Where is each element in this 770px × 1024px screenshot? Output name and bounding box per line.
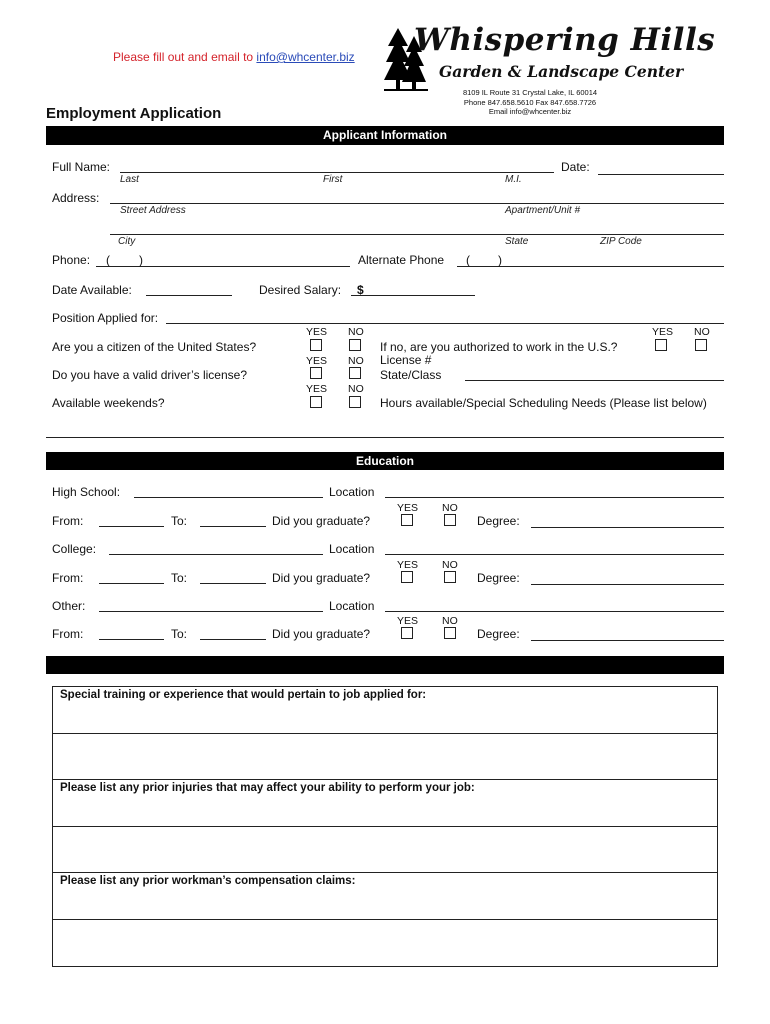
authorized-yes-checkbox[interactable] — [655, 339, 667, 351]
desired-salary-label: Desired Salary: — [259, 283, 342, 297]
city-state-zip-field[interactable] — [110, 234, 724, 235]
citizen-yes-checkbox[interactable] — [310, 339, 322, 351]
injuries-divider — [52, 779, 718, 780]
other-graduate-yes-checkbox[interactable] — [401, 627, 413, 639]
other-location-label: Location — [329, 599, 375, 613]
hs-degree-field[interactable] — [531, 527, 724, 528]
compensation-divider — [52, 872, 718, 873]
street-hint: Street Address — [120, 205, 186, 216]
position-label: Position Applied for: — [52, 311, 159, 325]
weekends-question: Available weekends? — [52, 396, 165, 410]
mi-hint: M.I. — [505, 174, 522, 185]
college-graduate-yes-checkbox[interactable] — [401, 571, 413, 583]
injuries-field-2[interactable] — [53, 827, 717, 872]
full-name-label: Full Name: — [52, 160, 111, 174]
phone-paren-open: ( — [106, 253, 110, 267]
state-class-label: State/Class — [380, 368, 442, 382]
high-school-label: High School: — [52, 485, 121, 499]
phone-paren-close: ) — [139, 253, 143, 267]
hs-from-field[interactable] — [99, 526, 164, 527]
college-degree-field[interactable] — [531, 584, 724, 585]
authorized-no-checkbox[interactable] — [695, 339, 707, 351]
license-no-checkbox[interactable] — [349, 367, 361, 379]
college-no-label: NO — [442, 559, 458, 571]
apt-hint: Apartment/Unit # — [505, 205, 581, 216]
company-email: Email info@whcenter.biz — [488, 107, 572, 116]
other-to-field[interactable] — [200, 639, 266, 640]
college-label: College: — [52, 542, 97, 556]
weekends-yes-checkbox[interactable] — [310, 396, 322, 408]
hs-graduate-yes-checkbox[interactable] — [401, 514, 413, 526]
company-logo — [384, 22, 716, 90]
training-field-1[interactable] — [53, 700, 717, 733]
state-hint: State — [505, 236, 529, 247]
alt-phone-paren-open: ( — [466, 253, 470, 267]
weekends-yes-label: YES — [306, 383, 328, 395]
other-graduate-no-checkbox[interactable] — [444, 627, 456, 639]
hours-available-label: Hours available/Special Scheduling Needs (Please list below) — [380, 396, 707, 410]
hs-yes-label: YES — [397, 502, 419, 514]
college-to-field[interactable] — [200, 583, 266, 584]
injuries-field-1[interactable] — [53, 794, 717, 826]
date-field[interactable] — [598, 174, 724, 175]
weekends-no-label: NO — [348, 383, 364, 395]
compensation-field-1[interactable] — [53, 887, 717, 919]
company-phones: Phone 847.658.5610 Fax 847.658.7726 — [463, 97, 597, 107]
first-name-hint: First — [323, 174, 343, 185]
college-from-field[interactable] — [99, 583, 164, 584]
high-school-location-label: Location — [329, 485, 375, 499]
other-to-label: To: — [171, 627, 188, 641]
license-no-label: NO — [348, 355, 364, 367]
hs-graduate-no-checkbox[interactable] — [444, 514, 456, 526]
license-number-label: License # — [380, 353, 432, 367]
college-field[interactable] — [109, 554, 323, 555]
other-degree-field[interactable] — [531, 640, 724, 641]
state-class-field[interactable] — [465, 380, 724, 381]
address-label: Address: — [52, 191, 100, 205]
hs-graduate-question: Did you graduate? — [272, 514, 371, 528]
other-no-label: NO — [442, 615, 458, 627]
instruction-text: Please fill out and email to — [113, 50, 257, 64]
company-contact — [420, 88, 640, 117]
license-yes-checkbox[interactable] — [310, 367, 322, 379]
email-instruction — [113, 50, 355, 64]
phone-field[interactable] — [96, 266, 350, 267]
college-degree-label: Degree: — [477, 571, 520, 585]
company-address: 8109 IL Route 31 Crystal Lake, IL 60014 — [462, 88, 598, 97]
full-name-field[interactable] — [120, 172, 554, 173]
authorized-question: If no, are you authorized to work in the U.S.? — [380, 340, 618, 354]
training-label: Special training or experience that would pertain to job applied for: — [60, 689, 427, 701]
date-label: Date: — [561, 160, 590, 174]
college-location-field[interactable] — [385, 554, 724, 555]
email-link[interactable]: info@whcenter.biz — [256, 50, 355, 64]
injuries-label: Please list any prior injuries that may affect your ability to perform your job: — [60, 782, 475, 794]
date-available-label: Date Available: — [52, 283, 132, 297]
dollar-sign: $ — [357, 283, 364, 297]
last-name-hint: Last — [120, 174, 139, 185]
other-label: Other: — [52, 599, 86, 613]
street-address-field[interactable] — [110, 203, 724, 204]
desired-salary-field[interactable] — [351, 295, 475, 296]
training-field-2[interactable] — [53, 734, 717, 779]
college-location-label: Location — [329, 542, 375, 556]
weekends-no-checkbox[interactable] — [349, 396, 361, 408]
college-graduate-no-checkbox[interactable] — [444, 571, 456, 583]
zip-hint: ZIP Code — [600, 236, 642, 247]
other-graduate-question: Did you graduate? — [272, 627, 371, 641]
page-title: Employment Application — [46, 105, 222, 122]
college-yes-label: YES — [397, 559, 419, 571]
additional-section-header — [46, 656, 724, 674]
alt-phone-label: Alternate Phone — [358, 253, 445, 267]
high-school-field[interactable] — [134, 497, 323, 498]
college-graduate-question: Did you graduate? — [272, 571, 371, 585]
citizen-question: Are you a citizen of the United States? — [52, 340, 257, 354]
other-school-field[interactable] — [99, 611, 323, 612]
position-field[interactable] — [166, 323, 724, 324]
hours-available-field[interactable] — [46, 437, 724, 438]
hs-from-label: From: — [52, 514, 84, 528]
other-degree-label: Degree: — [477, 627, 520, 641]
citizen-no-label: NO — [348, 326, 364, 338]
other-from-label: From: — [52, 627, 84, 641]
hs-degree-label: Degree: — [477, 514, 520, 528]
applicant-section-header: Applicant Information — [46, 126, 724, 145]
hs-to-label: To: — [171, 514, 188, 528]
alt-phone-paren-close: ) — [498, 253, 502, 267]
logo-subtitle: Garden & Landscape Center — [439, 62, 684, 81]
compensation-field-2[interactable] — [53, 920, 717, 966]
date-available-field[interactable] — [146, 295, 232, 296]
authorized-yes-label: YES — [652, 326, 674, 338]
other-location-field[interactable] — [385, 611, 724, 612]
license-yes-label: YES — [306, 355, 328, 367]
license-question: Do you have a valid driver’s license? — [52, 368, 247, 382]
compensation-label: Please list any prior workman’s compensation claims: — [60, 875, 356, 887]
college-to-label: To: — [171, 571, 188, 585]
college-from-label: From: — [52, 571, 84, 585]
high-school-location-field[interactable] — [385, 497, 724, 498]
city-hint: City — [118, 236, 136, 247]
logo-name: Whispering Hills — [414, 22, 716, 58]
other-yes-label: YES — [397, 615, 419, 627]
education-section-header: Education — [46, 452, 724, 470]
other-from-field[interactable] — [99, 639, 164, 640]
citizen-no-checkbox[interactable] — [349, 339, 361, 351]
hs-no-label: NO — [442, 502, 458, 514]
phone-label: Phone: — [52, 253, 91, 267]
citizen-yes-label: YES — [306, 326, 328, 338]
hs-to-field[interactable] — [200, 526, 266, 527]
authorized-no-label: NO — [694, 326, 710, 338]
